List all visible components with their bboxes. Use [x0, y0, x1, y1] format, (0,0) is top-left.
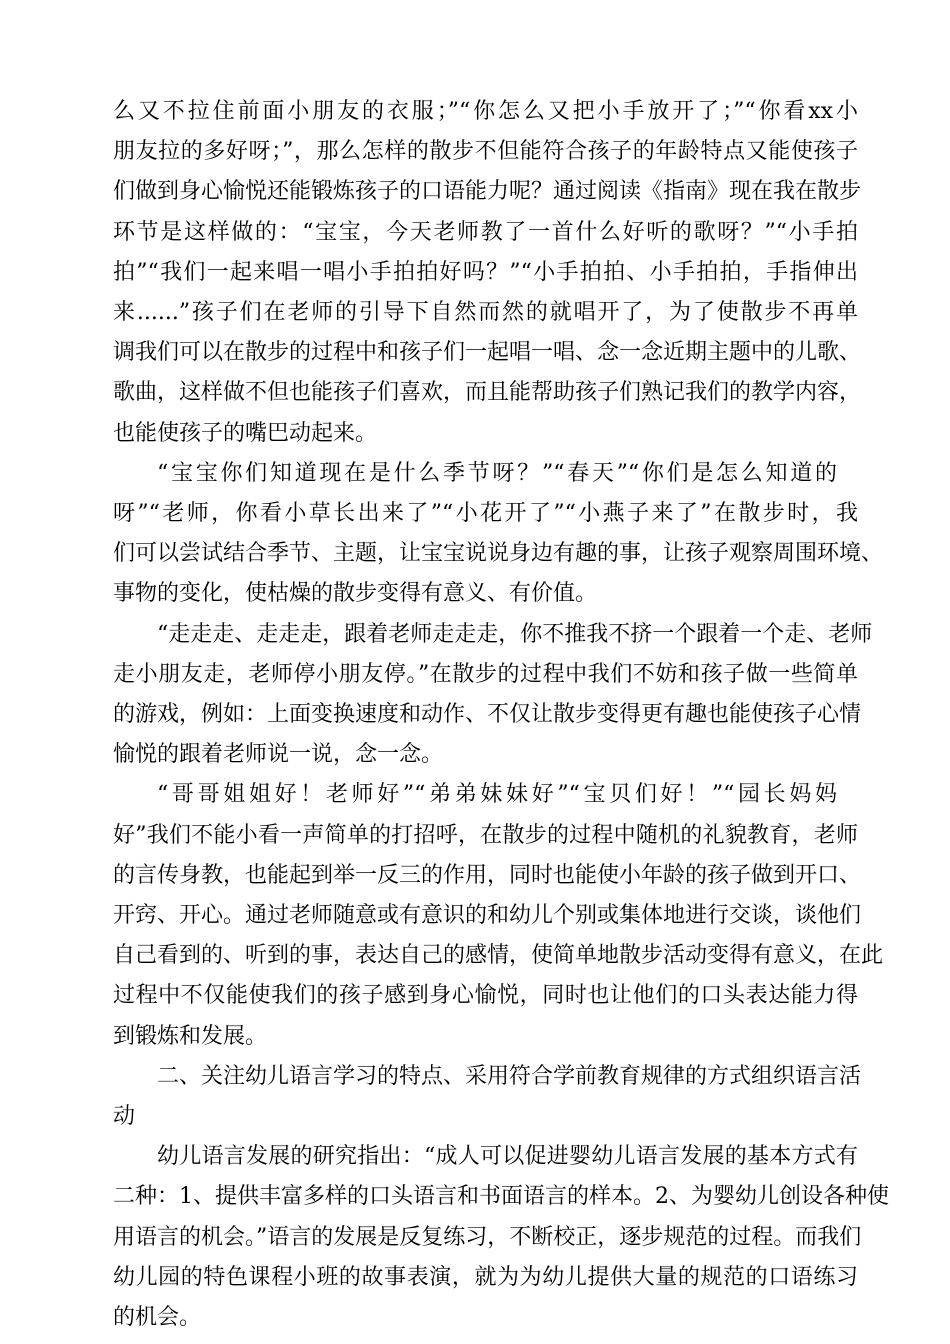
text-line: 歌曲，这样做不但也能孩子们喜欢，而且能帮助孩子们熟记我们的教学内容， [113, 380, 862, 406]
text-line: 自己看到的、听到的事，表达自己的感情，使简单地散步活动变得有意义，在此 [113, 943, 884, 969]
text-line: 的游戏，例如：上面变换速度和动作、不仅让散步变得更有趣也能使孩子心情 [113, 702, 862, 727]
text-line: 好”我们不能小看一声简单的打招呼，在散步的过程中随机的礼貌教育，老师 [113, 822, 858, 848]
text-line: 调我们可以在散步的过程中和孩子们一起唱一唱、念一念近期主题中的儿歌、 [113, 340, 862, 366]
text-line: 到锻炼和发展。 [113, 1023, 268, 1049]
text-line: 拍”“我们一起来唱一唱小手拍拍好吗？”“小手拍拍、小手拍拍，手指伸出 [113, 259, 858, 285]
text-line: 的机会。 [113, 1305, 202, 1330]
text-line: 幼儿语言发展的研究指出：“成人可以促进婴幼儿语言发展的基本方式有 [157, 1144, 858, 1170]
text-line: 开窍、开心。通过老师随意或有意识的和幼儿个别或集体地进行交谈，谈他们 [113, 903, 862, 928]
text-line: “哥哥姐姐好！老师好”“弟弟妹妹好”“宝贝们好！”“园长妈妈 [157, 782, 837, 808]
section-heading: 二、关注幼儿语言学习的特点、采用符合学前教育规律的方式组织语言活 [157, 1063, 862, 1089]
text-line: 愉悦的跟着老师说一说，念一念。 [113, 742, 444, 768]
text-line: 环节是这样做的：“宝宝，今天老师教了一首什么好听的歌呀？”“小手拍 [113, 219, 858, 245]
text-line: 朋友拉的多好呀；”，那么怎样的散步不但能符合孩子的年龄特点又能使孩子 [113, 139, 858, 165]
text-line: 幼儿园的特色课程小班的故事表演，就为为幼儿提供大量的规范的口语练习 [113, 1264, 858, 1290]
text-line: 也能使孩子的嘴巴动起来。 [113, 420, 378, 446]
text-line: 的言传身教，也能起到举一反三的作用，同时也能使小年龄的孩子做到开口、 [113, 862, 862, 888]
section-heading: 动 [113, 1104, 136, 1129]
text-line: “走走走、走走走，跟着老师走走走，你不推我不挤一个跟着一个走、老师 [157, 621, 873, 647]
text-line: 呀”“老师，你看小草长出来了”“小花开了”“小燕子来了”在散步时，我 [113, 501, 858, 526]
text-line: 过程中不仅能使我们的孩子感到身心愉悦，同时也让他们的口头表达能力得 [113, 983, 858, 1009]
text-line: 来......”孩子们在老师的引导下自然而然的就唱开了，为了使散步不再单 [113, 300, 858, 325]
text-line: “宝宝你们知道现在是什么季节呀？”“春天”“你们是怎么知道的 [157, 460, 837, 486]
text-line: 用语言的机会。”语言的发展是反复练习，不断校正，逐步规范的过程。而我们 [113, 1224, 862, 1250]
text-line: 事物的变化，使枯燥的散步变得有意义、有价值。 [113, 581, 598, 607]
text-line: 走小朋友走，老师停小朋友停。”在散步的过程中我们不妨和孩子做一些简单 [113, 661, 858, 687]
text-line: 二种：1、提供丰富多样的口头语言和书面语言的样本。2、为婴幼儿创设各种使 [113, 1184, 889, 1210]
text-line: 们做到身心愉悦还能锻炼孩子的口语能力呢？通过阅读《指南》现在我在散步 [113, 179, 862, 205]
text-line: 么又不拉住前面小朋友的衣服；”“你怎么又把小手放开了；”“你看xx小 [113, 99, 858, 124]
text-line: 们可以尝试结合季节、主题，让宝宝说说身边有趣的事，让孩子观察周围环境、 [113, 541, 884, 567]
